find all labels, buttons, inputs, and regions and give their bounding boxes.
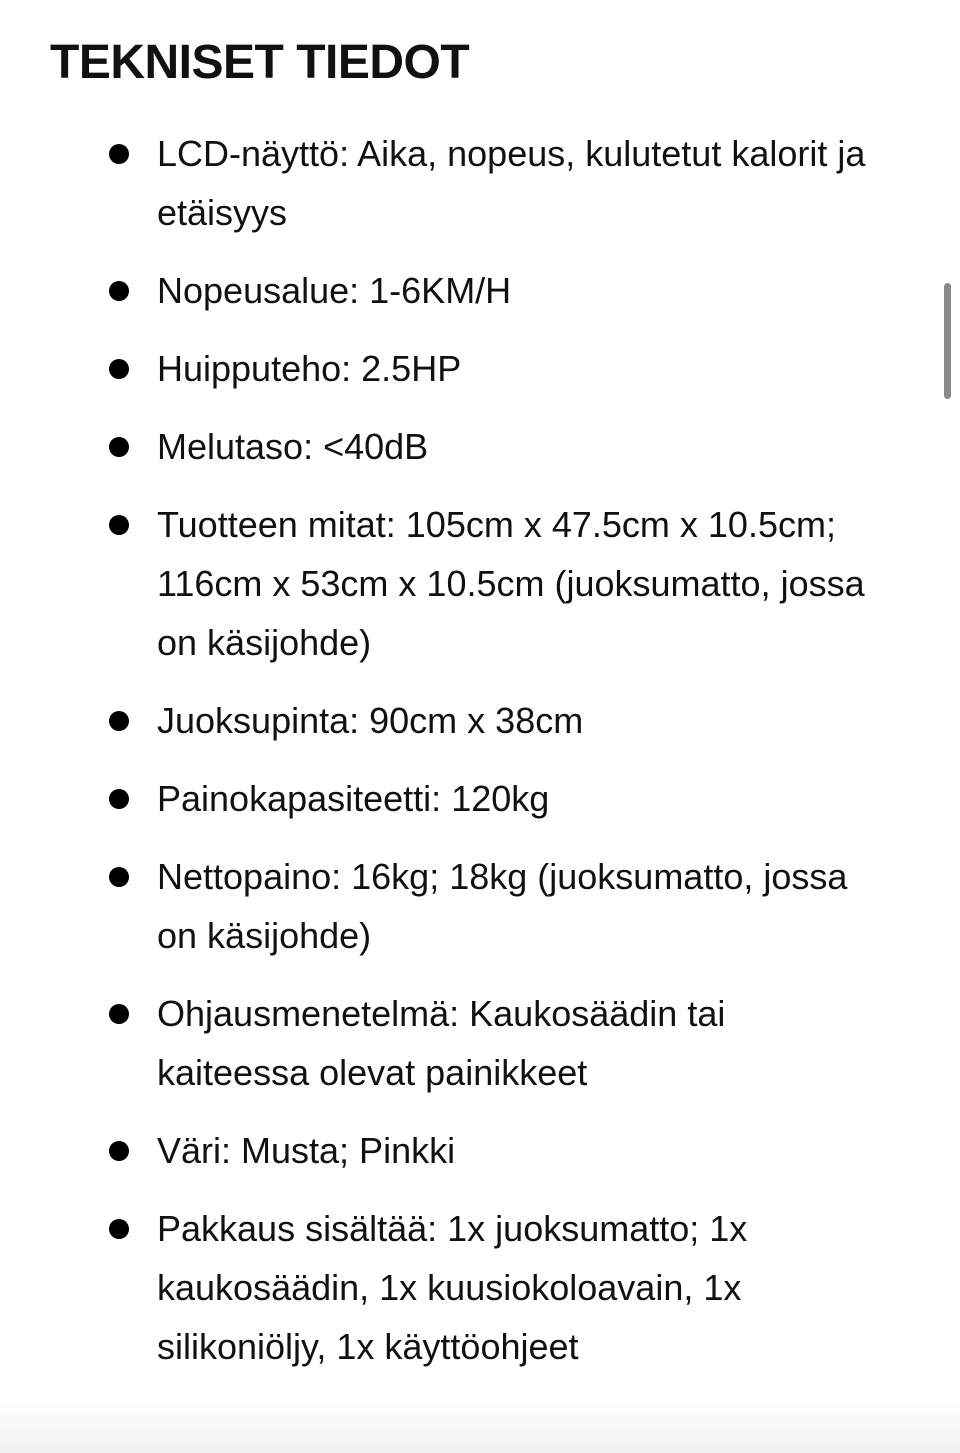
spec-item (0, 984, 880, 1102)
spec-item (0, 1121, 880, 1180)
spec-text: Tuotteen mitat: 105cm x 47.5cm x 10.5cm; 116cm x 53cm x 10.5cm (juoksumatto, jossa on käsijohde) (157, 504, 865, 663)
spec-list (0, 124, 880, 1395)
bullet-icon (109, 867, 129, 887)
spec-item (0, 1199, 880, 1376)
bullet-icon (109, 281, 129, 301)
spec-text: Väri: Musta; Pinkki (157, 1130, 456, 1171)
spec-item (0, 847, 880, 965)
spec-item (0, 124, 880, 242)
spec-item (0, 417, 880, 476)
spec-item (0, 769, 880, 828)
spec-item (0, 495, 880, 672)
scrollbar-thumb[interactable] (944, 283, 951, 399)
spec-text: LCD-näyttö: Aika, nopeus, kulutetut kalorit ja etäisyys (157, 133, 866, 233)
bullet-icon (109, 359, 129, 379)
section-heading: TEKNISET TIEDOT (50, 36, 470, 89)
bullet-icon (109, 789, 129, 809)
spec-item (0, 261, 880, 320)
bullet-icon (109, 1004, 129, 1024)
bullet-icon (109, 144, 129, 164)
spec-text: Huipputeho: 2.5HP (157, 348, 462, 389)
spec-text: Painokapasiteetti: 120kg (157, 778, 550, 819)
bottom-fade (0, 1400, 960, 1453)
spec-item (0, 691, 880, 750)
bullet-icon (109, 1141, 129, 1161)
spec-text: Nettopaino: 16kg; 18kg (juoksumatto, jossa on käsijohde) (157, 856, 848, 956)
bullet-icon (109, 1219, 129, 1239)
spec-text: Melutaso: <40dB (157, 426, 429, 467)
bullet-icon (109, 711, 129, 731)
spec-item (0, 339, 880, 398)
bullet-icon (109, 437, 129, 457)
spec-text: Pakkaus sisältää: 1x juoksumatto; 1x kaukosäädin, 1x kuusiokoloavain, 1x silikoniöljy, 1x käyttöohjeet (157, 1208, 748, 1367)
spec-text: Ohjausmenetelmä: Kaukosäädin tai kaiteessa olevat painikkeet (157, 993, 726, 1093)
spec-text: Juoksupinta: 90cm x 38cm (157, 700, 584, 741)
spec-text: Nopeusalue: 1-6KM/H (157, 270, 512, 311)
bullet-icon (109, 515, 129, 535)
